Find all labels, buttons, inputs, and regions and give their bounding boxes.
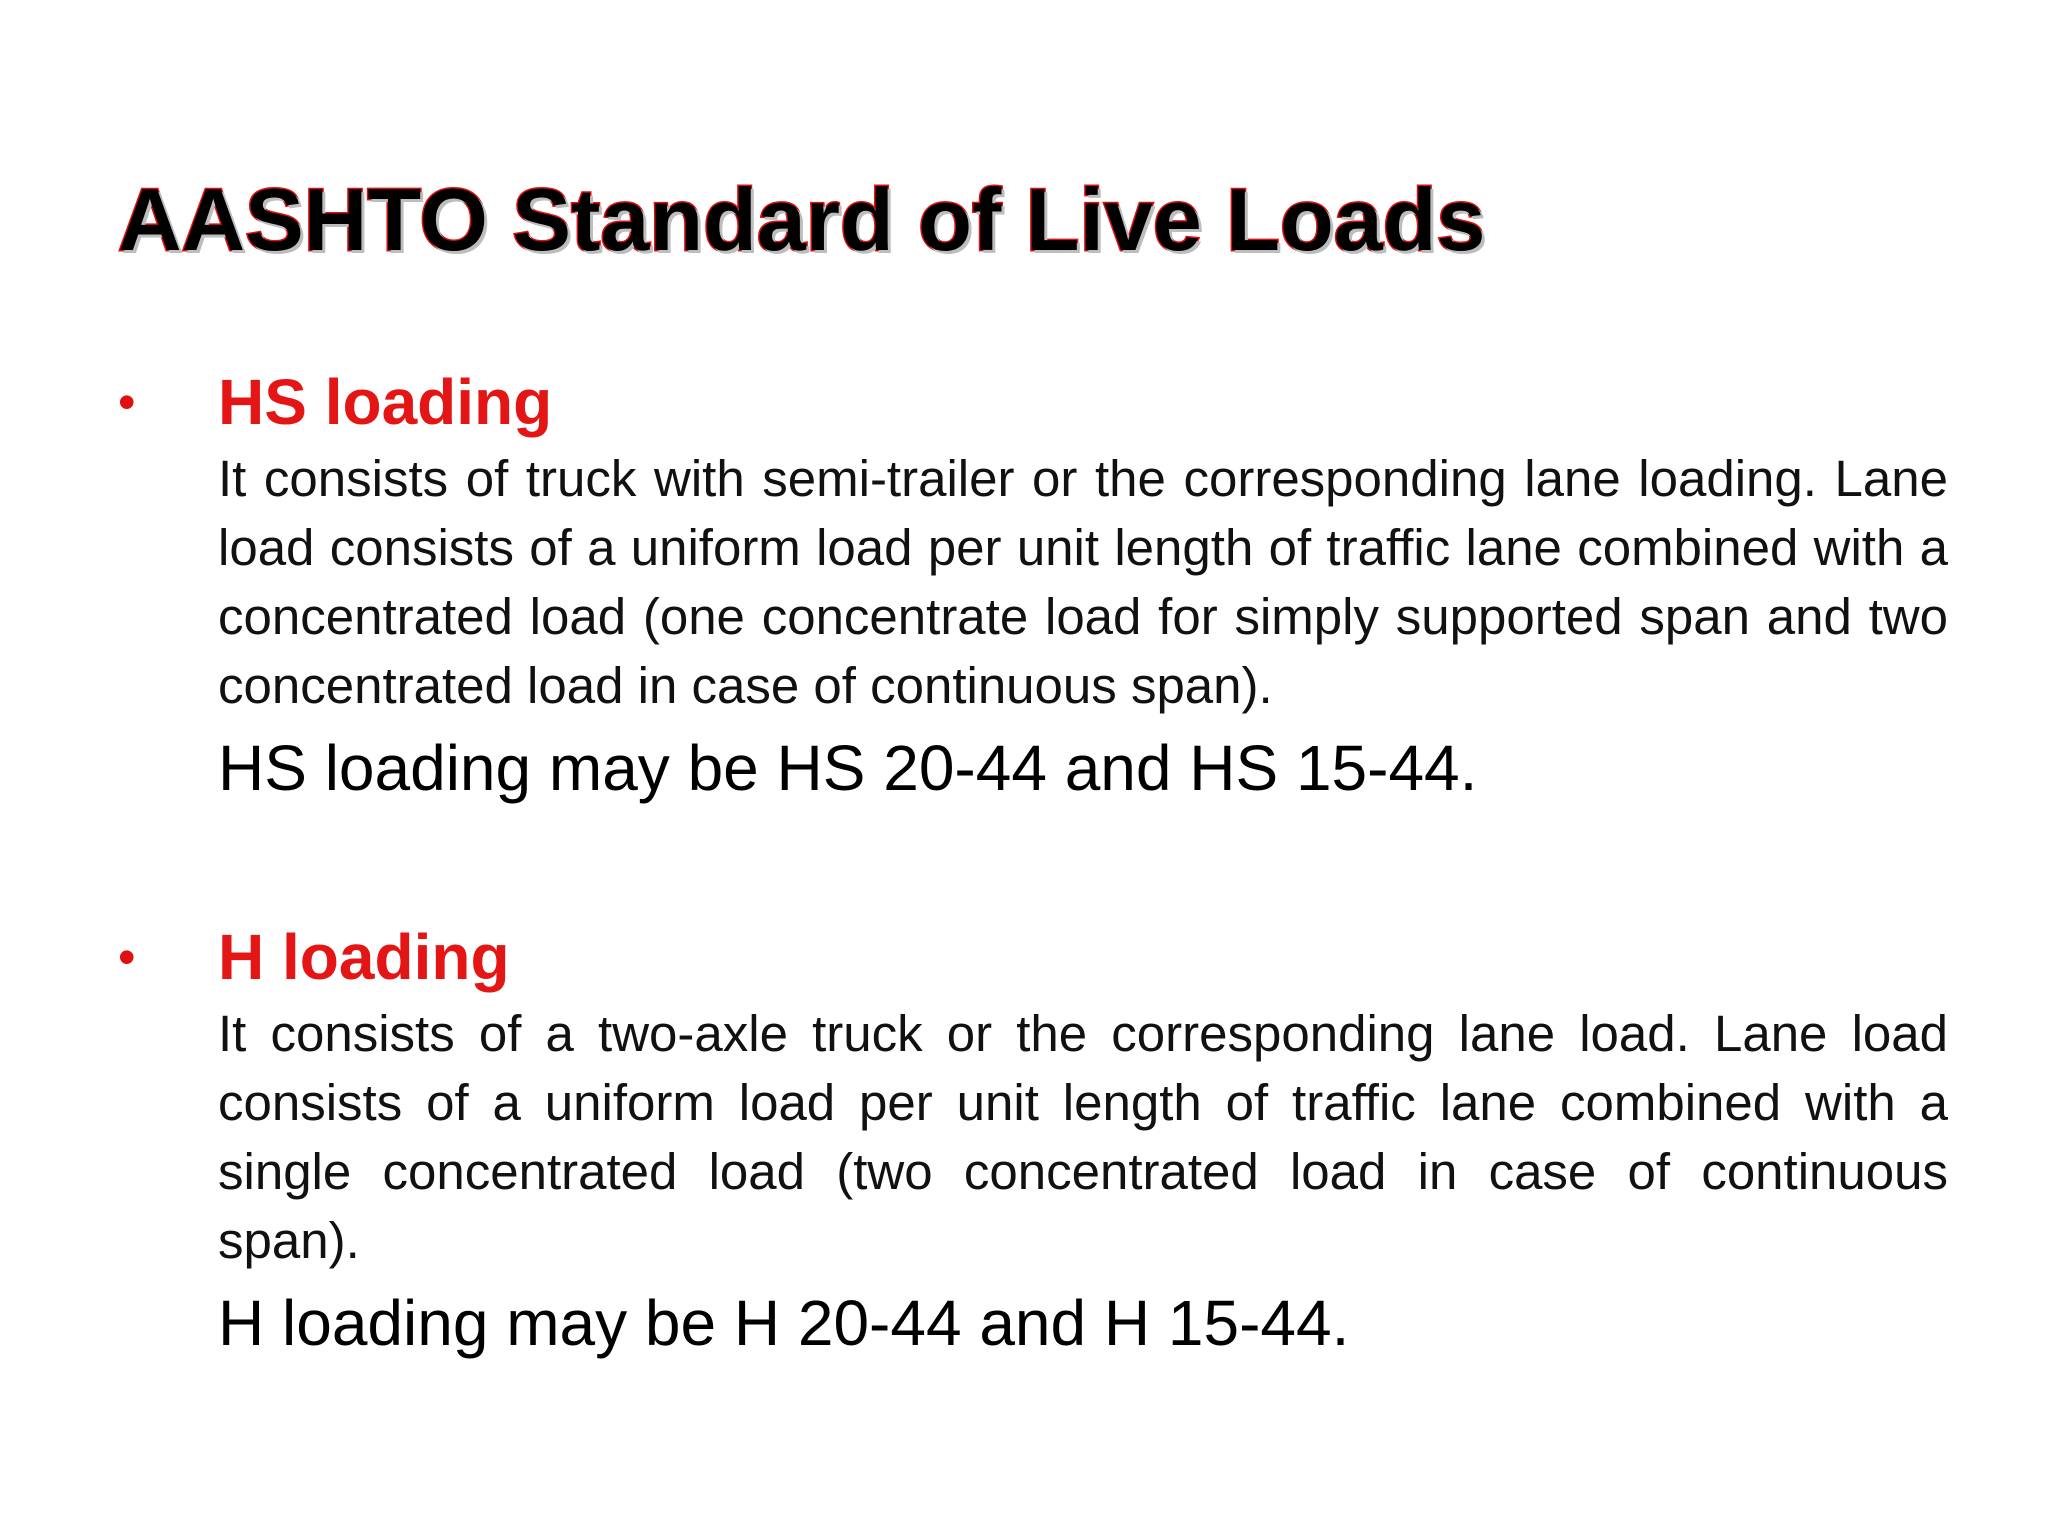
section-heading: HS loading [218,366,553,438]
section-hs-loading [118,360,1948,816]
section-h-loading [118,915,1948,1371]
section-summary: HS loading may be HS 20-44 and HS 15-44. [218,732,1478,804]
section-body: It consists of truck with semi-trailer or the corresponding lane loading. Lane load consists of a uniform load per unit length of traffic lane combined with a concentrated load (one concentrate load for simply supported span and two concentrated load in case of continuous span). [218,450,1948,714]
heading-row [118,915,1948,999]
section-summary: H loading may be H 20-44 and H 15-44. [218,1287,1350,1359]
bullet-icon: • [118,929,136,985]
slide-title: AASHTO Standard of Live Loads [118,170,1486,269]
section-heading: H loading [218,921,510,993]
bullet-icon: • [118,374,136,430]
section-body: It consists of a two-axle truck or the corresponding lane load. Lane load consists of a uniform load per unit length of traffic lane combined with a single concentrated load (two concentrated load in case of continuous span). [218,1005,1948,1269]
heading-row [118,360,1948,444]
